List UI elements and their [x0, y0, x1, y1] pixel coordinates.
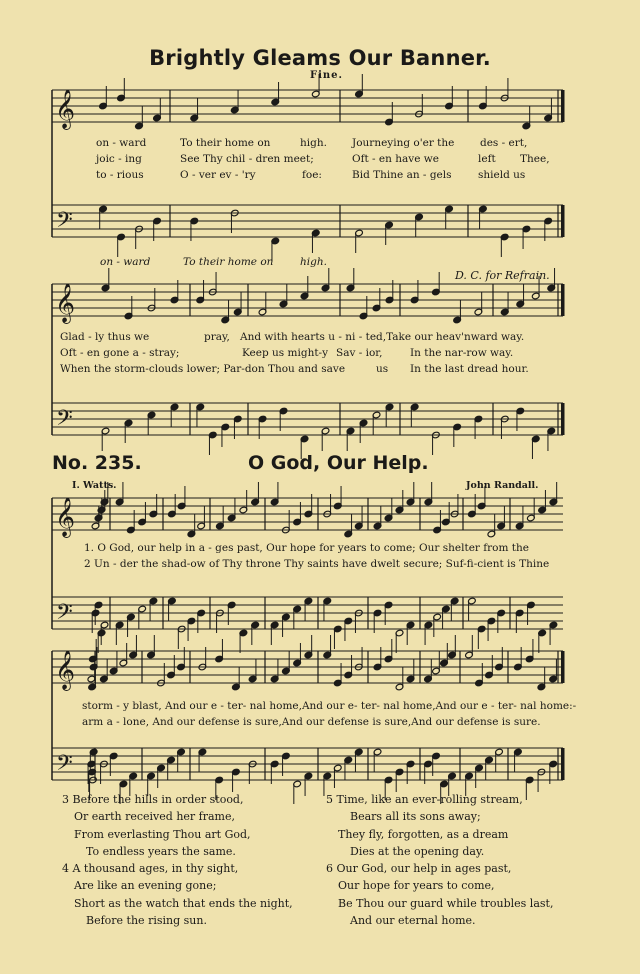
- verse-line: Or earth received her frame,: [74, 810, 235, 824]
- lyric: 1. O God, our help in a - ges past, Our hope for years to come; Our shelter from the: [84, 542, 529, 554]
- lyric: Bid Thine an - gels: [352, 169, 452, 181]
- final-barline: [561, 651, 565, 683]
- lyric: to - rious: [96, 169, 144, 181]
- bass-lyric: high.: [300, 256, 327, 268]
- verse-6: [326, 860, 553, 929]
- lyric: In the nar-row way.: [410, 347, 514, 359]
- verse-4: [62, 860, 293, 929]
- hymn-235-title: O God, Our Help.: [248, 452, 429, 474]
- verse-line: Are like an evening gone;: [74, 879, 217, 893]
- verse-line: Dies at the opening day.: [350, 844, 485, 858]
- lyric: And with hearts u - ni - ted,Take our heav'nward way.: [240, 331, 525, 343]
- lyric: high.: [300, 137, 327, 149]
- lyric: pray,: [204, 331, 230, 343]
- verse-5: [326, 791, 553, 860]
- lyric: When the storm-clouds lower; Par-don Thou and save: [60, 363, 346, 375]
- verse-line: They fly, forgotten, as a dream: [338, 827, 509, 841]
- dc-marking: D. C. for Refrain.: [455, 269, 550, 282]
- final-barline: [561, 205, 565, 237]
- lyric: left: [478, 153, 496, 165]
- lyric: arm a - lone, And our defense is sure,And our defense is sure,And our defense is sure.: [82, 716, 541, 728]
- verse-line: 6 Our God, our help in ages past,: [326, 862, 512, 876]
- verse-line: And our eternal home.: [350, 914, 476, 928]
- final-barline: [561, 90, 565, 122]
- lyric: us: [376, 363, 389, 375]
- verse-line: Before the rising sun.: [86, 914, 207, 928]
- hymn-number: No. 235.: [52, 452, 142, 474]
- final-barline: [561, 284, 565, 316]
- verse-line: Short as the watch that ends the night,: [74, 896, 293, 910]
- bass-clef: 𝄢: [56, 208, 73, 238]
- lyric: foe:: [302, 169, 322, 181]
- hymn-234-title: Brightly Gleams Our Banner.: [149, 46, 491, 70]
- verses-right: [326, 791, 553, 929]
- final-barline: [561, 403, 565, 435]
- lyric: See Thy chil - dren meet;: [180, 153, 314, 165]
- lyric: Journeying o'er the: [352, 137, 455, 149]
- lyric: Keep us might-y: [242, 347, 329, 359]
- lyric: des - ert,: [480, 137, 528, 149]
- bass-lyric: on - ward: [100, 256, 151, 268]
- lyric: 2 Un - der the shad-ow of Thy throne Thy saints have dwelt secure; Suf-fi-cient is Thine: [84, 558, 550, 570]
- lyric: joic - ing: [96, 153, 142, 165]
- lyric: on - ward: [96, 137, 147, 149]
- composer-credit: John Randall.: [466, 480, 539, 491]
- verse-line: 5 Time, like an ever-rolling stream,: [326, 793, 523, 806]
- lyric: Sav - ior,: [336, 347, 383, 359]
- treble-clef: 𝄞: [55, 89, 76, 129]
- lyric: Oft - en have we: [352, 153, 439, 165]
- verse-line: 4 A thousand ages, in thy sight,: [62, 862, 239, 876]
- verse-line: 3 Before the hills in order stood,: [62, 793, 244, 806]
- lyric: To their home on: [180, 137, 271, 149]
- verse-line: Be Thou our guard while troubles last,: [338, 896, 554, 910]
- lyric: Glad - ly thus we: [60, 331, 150, 343]
- final-barline: [561, 748, 565, 780]
- bass-clef: 𝄢: [56, 406, 73, 436]
- verse-line: To endless years the same.: [86, 844, 236, 858]
- lyric: O - ver ev - 'ry: [180, 169, 256, 181]
- fine-marking: Fine.: [310, 70, 344, 81]
- treble-clef: 𝄞: [55, 497, 76, 537]
- treble-clef: 𝄞: [55, 650, 76, 690]
- verses-left: [62, 791, 293, 929]
- verse-3: [62, 791, 293, 860]
- lyric: Thee,: [520, 153, 550, 165]
- verse-line: Bears all its sons away;: [350, 810, 481, 824]
- bass-clef: 𝄢: [56, 751, 73, 781]
- lyric: storm - y blast, And our e - ter- nal home,And our e- ter- nal home,And our e - ter- nal home:-: [82, 700, 577, 712]
- lyric: In the last dread hour.: [410, 363, 529, 375]
- lyric: Oft - en gone a - stray;: [60, 347, 180, 359]
- verse-line: From everlasting Thou art God,: [74, 827, 251, 841]
- verse-line: Our hope for years to come,: [338, 879, 495, 893]
- author-credit: I. Watts.: [72, 480, 117, 491]
- treble-clef: 𝄞: [55, 283, 76, 323]
- bass-clef: 𝄢: [56, 600, 73, 630]
- lyric: shield us: [478, 169, 526, 181]
- bass-lyric: To their home on: [183, 256, 274, 268]
